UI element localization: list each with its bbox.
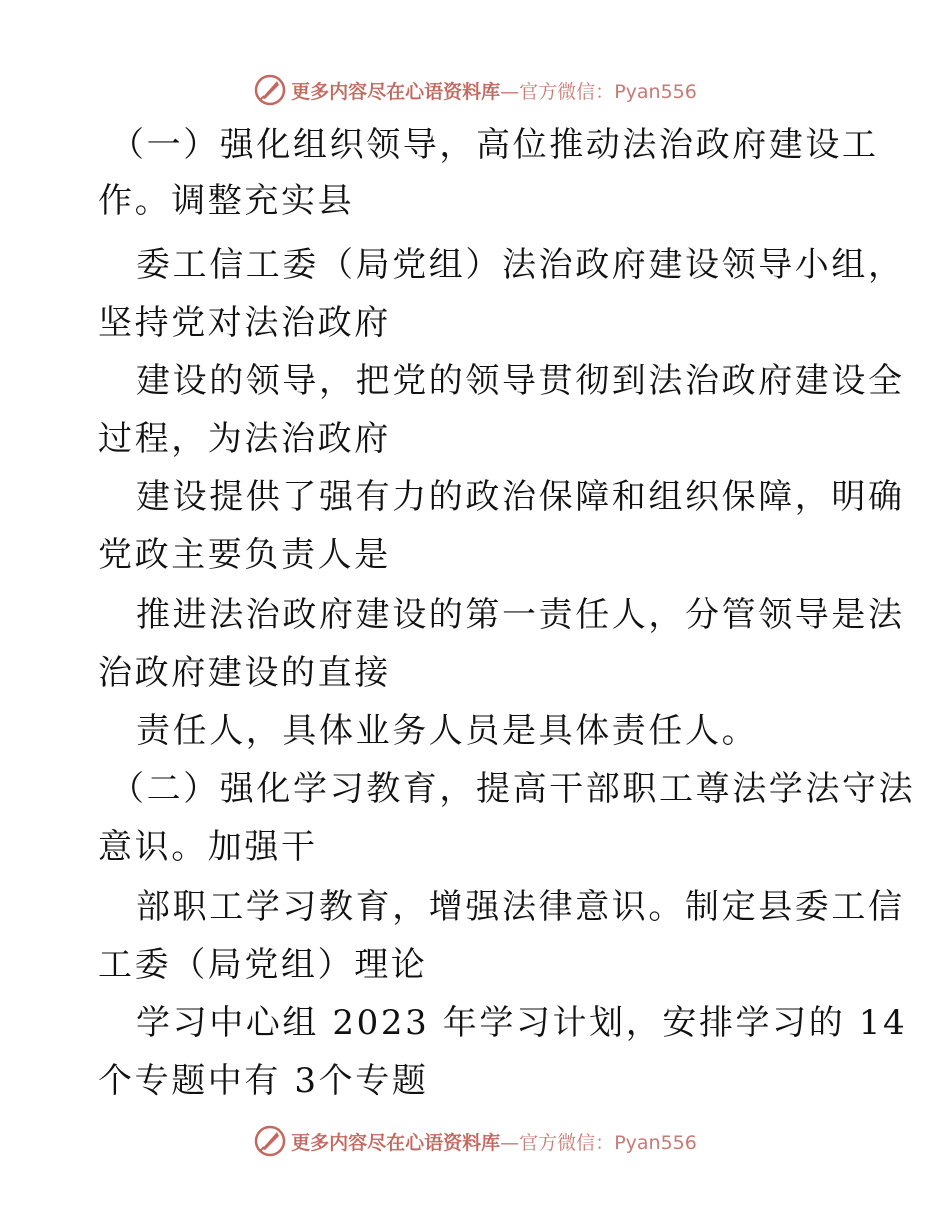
body-line-2: 作。调整充实县 xyxy=(98,181,355,221)
watermark-text xyxy=(291,77,697,104)
body-line-4: 坚持党对法治政府 xyxy=(98,303,391,343)
body-line-10: 治政府建设的直接 xyxy=(98,653,391,693)
body-line-17: 个专题中有 3个专题 xyxy=(98,1061,429,1101)
watermark-text xyxy=(291,1128,697,1155)
body-line-12: （二）强化学习教育，提高干部职工尊法学法守法 xyxy=(110,769,916,809)
body-line-7: 建设提供了强有力的政治保障和组织保障，明确 xyxy=(136,477,905,517)
watermark-wechat-id: Pyan556 xyxy=(614,80,697,103)
body-line-1: （一）强化组织领导，高位推动法治政府建设工 xyxy=(110,125,879,165)
body-line-11: 责任人，具体业务人员是具体责任人。 xyxy=(136,711,759,751)
body-line-14: 部职工学习教育，增强法律意识。制定县委工信 xyxy=(136,887,905,927)
header-watermark xyxy=(0,70,950,110)
body-line-9: 推进法治政府建设的第一责任人，分管领导是法 xyxy=(136,595,905,635)
watermark-dash: — xyxy=(500,1131,520,1154)
body-line-8: 党政主要负责人是 xyxy=(98,535,391,575)
body-line-5: 建设的领导，把党的领导贯彻到法治政府建设全 xyxy=(136,361,905,401)
footer-watermark xyxy=(0,1121,950,1161)
body-line-15: 工委（局党组）理论 xyxy=(98,945,428,985)
body-line-3: 委工信工委（局党组）法治政府建设领导小组， xyxy=(136,245,905,285)
watermark-wechat-label: 官方微信： xyxy=(519,80,615,103)
feather-pen-logo-icon xyxy=(253,1124,287,1158)
watermark-wechat-id: Pyan556 xyxy=(614,1131,697,1154)
body-line-6: 过程，为法治政府 xyxy=(98,419,391,459)
body-line-13: 意识。加强干 xyxy=(98,827,318,867)
feather-pen-logo-icon xyxy=(253,73,287,107)
watermark-wechat-label: 官方微信： xyxy=(519,1131,615,1154)
watermark-dash: — xyxy=(500,80,520,103)
watermark-brand: 更多内容尽在心语资料库 xyxy=(291,80,501,103)
body-line-16: 学习中心组 2023 年学习计划，安排学习的 14 xyxy=(136,1003,908,1043)
watermark-brand: 更多内容尽在心语资料库 xyxy=(291,1131,501,1154)
